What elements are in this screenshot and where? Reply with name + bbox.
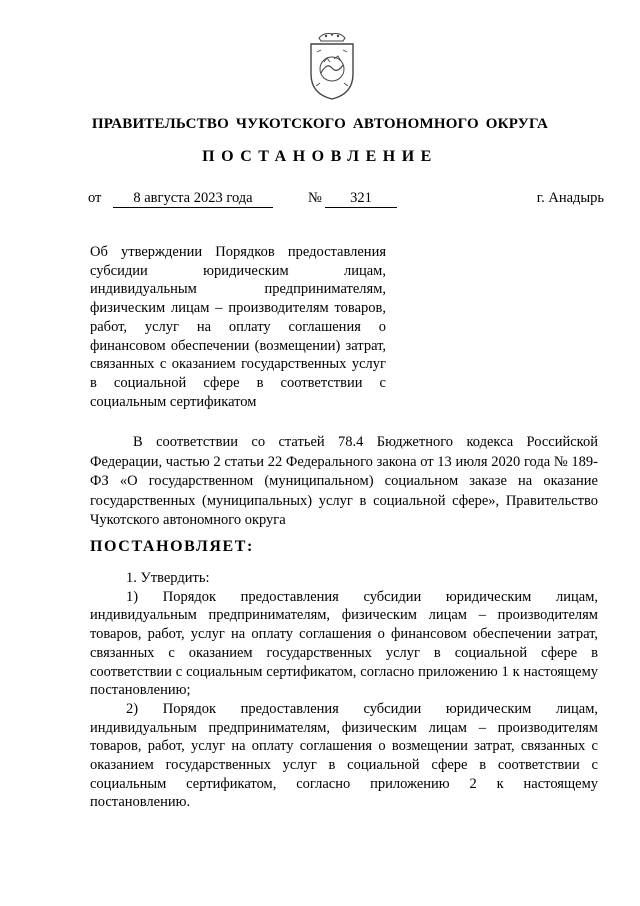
number-label: № xyxy=(308,190,322,206)
date-label: от xyxy=(88,190,102,206)
decree-body xyxy=(90,569,598,812)
chukotka-coat-of-arms-icon xyxy=(307,28,357,102)
document-number: 321 xyxy=(325,190,397,208)
clause-item-2: 2) Порядок предоставления субсидии юридическим лицам, индивидуальным предпринимателям, физическим лицам – производителям товаров, работ, услуг на оплату соглашения о возмещении затрат, связанных с оказанием государственных услуг в социальной сфере в соответствии с социальным сертификатом, согласно приложению 2 к настоящему постановлению. xyxy=(90,700,598,811)
document-city: г. Анадырь xyxy=(536,190,604,206)
clause-item-1: 1) Порядок предоставления субсидии юридическим лицам, индивидуальным предпринимателям, физическим лицам – производителям товаров, работ, услуг на оплату соглашения о финансовом обеспечении затрат, связанных с оказанием государственных услуг в социальной сфере в соответствии с социальным сертификатом, согласно приложению 1 к настоящему постановлению; xyxy=(90,588,598,699)
preamble-paragraph: В соответствии со статьей 78.4 Бюджетного кодекса Российской Федерации, частью 2 статьи 22 Федерального закона от 13 июля 2020 года № 189-ФЗ «О государственном (муниципальном) социальном заказе на оказание государственных (муниципальных) услуг в социальной сфере», Правительство Чукотского автономного округа xyxy=(90,434,598,528)
document-type-title: ПОСТАНОВЛЕНИЕ xyxy=(202,148,438,165)
decree-heading: ПОСТАНОВЛЯЕТ: xyxy=(90,538,254,555)
document-date: 8 августа 2023 года xyxy=(113,190,273,208)
approve-clause: 1. Утвердить: xyxy=(126,570,210,586)
document-meta xyxy=(88,190,604,212)
organization-name: ПРАВИТЕЛЬСТВО ЧУКОТСКОГО АВТОНОМНОГО ОКРУГА xyxy=(91,116,549,132)
document-subject: Об утверждении Порядков предоставления субсидии юридическим лицам, индивидуальным предпринимателям, физическим лицам – производителям товаров, работ, услуг на оплату соглашения о финансовом обеспечении (возмещении) затрат, связанных с оказанием государственных услуг в социальной сфере в соответствии с социальным сертификатом xyxy=(90,244,386,410)
